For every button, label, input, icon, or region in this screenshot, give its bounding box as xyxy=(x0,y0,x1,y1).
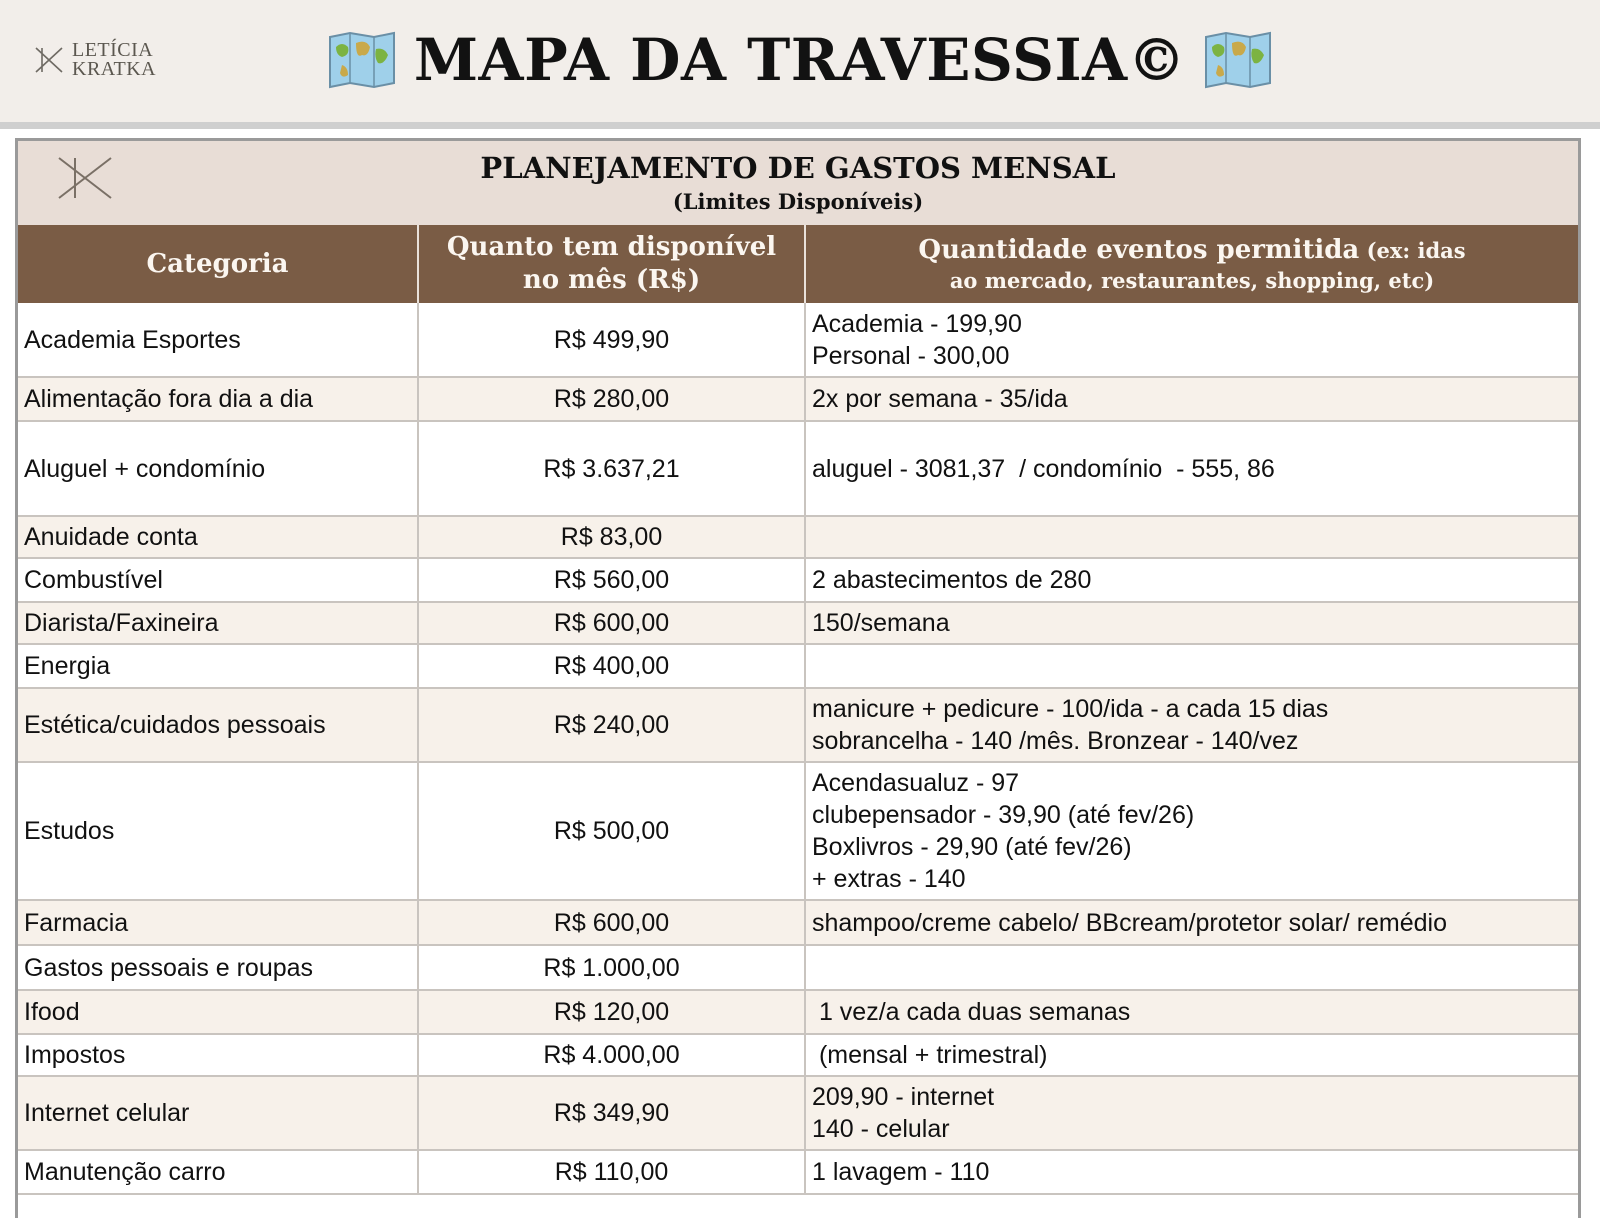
table-row xyxy=(18,688,1578,762)
details-cell[interactable] xyxy=(805,762,1578,900)
column-header-category-label: Categoria xyxy=(146,248,289,279)
column-header-events-main: Quantidade eventos permitida xyxy=(918,234,1360,265)
details-cell[interactable] xyxy=(805,644,1578,688)
sheet-header xyxy=(18,141,1578,225)
spreadsheet xyxy=(15,138,1581,1218)
amount-cell[interactable]: R$ 120,00 xyxy=(418,990,805,1034)
category-cell[interactable]: Alimentação fora dia a dia xyxy=(18,377,418,421)
details-line: (mensal + trimestral) xyxy=(812,1041,1048,1069)
category-cell[interactable]: Gastos pessoais e roupas xyxy=(18,945,418,990)
table-row xyxy=(18,602,1578,644)
table-body xyxy=(18,303,1578,1194)
table-row xyxy=(18,644,1578,688)
amount-cell[interactable]: R$ 1.000,00 xyxy=(418,945,805,990)
details-line: manicure + pedicure - 100/ida - a cada 15 dias xyxy=(812,695,1329,723)
details-cell[interactable] xyxy=(805,516,1578,558)
column-header-available[interactable] xyxy=(418,225,805,303)
amount-cell[interactable]: R$ 83,00 xyxy=(418,516,805,558)
details-line: 2x por semana - 35/ida xyxy=(812,385,1068,413)
table-row xyxy=(18,558,1578,602)
details-line: shampoo/creme cabelo/ BBcream/protetor solar/ remédio xyxy=(812,908,1448,937)
details-cell[interactable] xyxy=(805,688,1578,762)
details-cell[interactable] xyxy=(805,421,1578,516)
amount-cell[interactable]: R$ 600,00 xyxy=(418,900,805,945)
details-cell[interactable] xyxy=(805,1076,1578,1150)
amount-cell[interactable]: R$ 600,00 xyxy=(418,602,805,644)
column-header-events[interactable] xyxy=(805,225,1578,303)
details-cell[interactable] xyxy=(805,377,1578,421)
details-line: 140 - celular xyxy=(812,1115,950,1143)
sheet-title: PLANEJAMENTO DE GASTOS MENSAL xyxy=(480,151,1116,185)
category-cell[interactable]: Ifood xyxy=(18,990,418,1034)
table-row xyxy=(18,900,1578,945)
header-divider xyxy=(0,122,1600,129)
table-row xyxy=(18,303,1578,377)
brand-name-line2: KRATKA xyxy=(72,58,157,80)
category-cell[interactable]: Estética/cuidados pessoais xyxy=(18,688,418,762)
table-row xyxy=(18,1150,1578,1194)
world-map-icon xyxy=(1204,31,1272,89)
table-row xyxy=(18,421,1578,516)
details-cell[interactable] xyxy=(805,945,1578,990)
details-line: 150/semana xyxy=(812,609,950,637)
table-row xyxy=(18,990,1578,1034)
category-cell[interactable]: Internet celular xyxy=(18,1076,418,1150)
details-cell[interactable] xyxy=(805,900,1578,945)
amount-cell[interactable]: R$ 110,00 xyxy=(418,1150,805,1194)
details-line: 1 vez/a cada duas semanas xyxy=(812,998,1131,1026)
details-line: aluguel - 3081,37 / condomínio - 555, 86 xyxy=(812,454,1275,483)
category-cell[interactable]: Manutenção carro xyxy=(18,1150,418,1194)
category-cell[interactable]: Aluguel + condomínio xyxy=(18,421,418,516)
table-row xyxy=(18,1034,1578,1076)
details-line: + extras - 140 xyxy=(812,865,966,893)
column-header-category[interactable] xyxy=(18,225,418,303)
column-header-events-small: (ex: idas xyxy=(1359,237,1466,263)
details-cell[interactable] xyxy=(805,1150,1578,1194)
category-cell[interactable]: Estudos xyxy=(18,762,418,900)
sheet-subtitle: (Limites Disponíveis) xyxy=(672,189,924,214)
amount-cell[interactable]: R$ 240,00 xyxy=(418,688,805,762)
amount-cell[interactable]: R$ 3.637,21 xyxy=(418,421,805,516)
app-title: MAPA DA TRAVESSIA© xyxy=(413,26,1187,94)
category-cell[interactable]: Energia xyxy=(18,644,418,688)
details-line: Personal - 300,00 xyxy=(812,341,1010,370)
column-header-events-line2: ao mercado, restaurantes, shopping, etc) xyxy=(949,267,1435,293)
amount-cell[interactable]: R$ 499,90 xyxy=(418,303,805,377)
details-line: sobrancelha - 140 /mês. Bronzear - 140/vez xyxy=(812,727,1299,755)
category-cell[interactable]: Impostos xyxy=(18,1034,418,1076)
amount-cell[interactable]: R$ 349,90 xyxy=(418,1076,805,1150)
details-cell[interactable] xyxy=(805,602,1578,644)
details-line: 209,90 - internet xyxy=(812,1083,995,1111)
amount-cell[interactable]: R$ 280,00 xyxy=(418,377,805,421)
details-line: Boxlivros - 29,90 (até fev/26) xyxy=(812,833,1132,861)
amount-cell[interactable]: R$ 560,00 xyxy=(418,558,805,602)
expenses-table xyxy=(18,225,1578,1195)
column-header-available-line1: Quanto tem disponível xyxy=(446,232,777,262)
table-row xyxy=(18,945,1578,990)
table-row xyxy=(18,762,1578,900)
table-row xyxy=(18,377,1578,421)
details-line: Academia - 199,90 xyxy=(812,309,1022,338)
brand-name-line1: LETÍCIA xyxy=(72,39,154,61)
details-line: Acendasualuz - 97 xyxy=(812,769,1020,797)
app-header xyxy=(0,0,1600,122)
details-cell[interactable] xyxy=(805,558,1578,602)
details-cell[interactable] xyxy=(805,990,1578,1034)
details-line: clubepensador - 39,90 (até fev/26) xyxy=(812,801,1195,829)
details-line: 1 lavagem - 110 xyxy=(812,1158,990,1186)
details-cell[interactable] xyxy=(805,303,1578,377)
category-cell[interactable]: Farmacia xyxy=(18,900,418,945)
amount-cell[interactable]: R$ 400,00 xyxy=(418,644,805,688)
category-cell[interactable]: Combustível xyxy=(18,558,418,602)
table-header-row xyxy=(18,225,1578,303)
world-map-icon xyxy=(328,31,396,89)
amount-cell[interactable]: R$ 500,00 xyxy=(418,762,805,900)
details-cell[interactable] xyxy=(805,1034,1578,1076)
table-row xyxy=(18,516,1578,558)
category-cell[interactable]: Academia Esportes xyxy=(18,303,418,377)
details-line: 2 abastecimentos de 280 xyxy=(812,566,1092,594)
category-cell[interactable]: Anuidade conta xyxy=(18,516,418,558)
amount-cell[interactable]: R$ 4.000,00 xyxy=(418,1034,805,1076)
category-cell[interactable]: Diarista/Faxineira xyxy=(18,602,418,644)
table-row xyxy=(18,1076,1578,1150)
column-header-available-line2: no mês (R$) xyxy=(522,265,701,295)
